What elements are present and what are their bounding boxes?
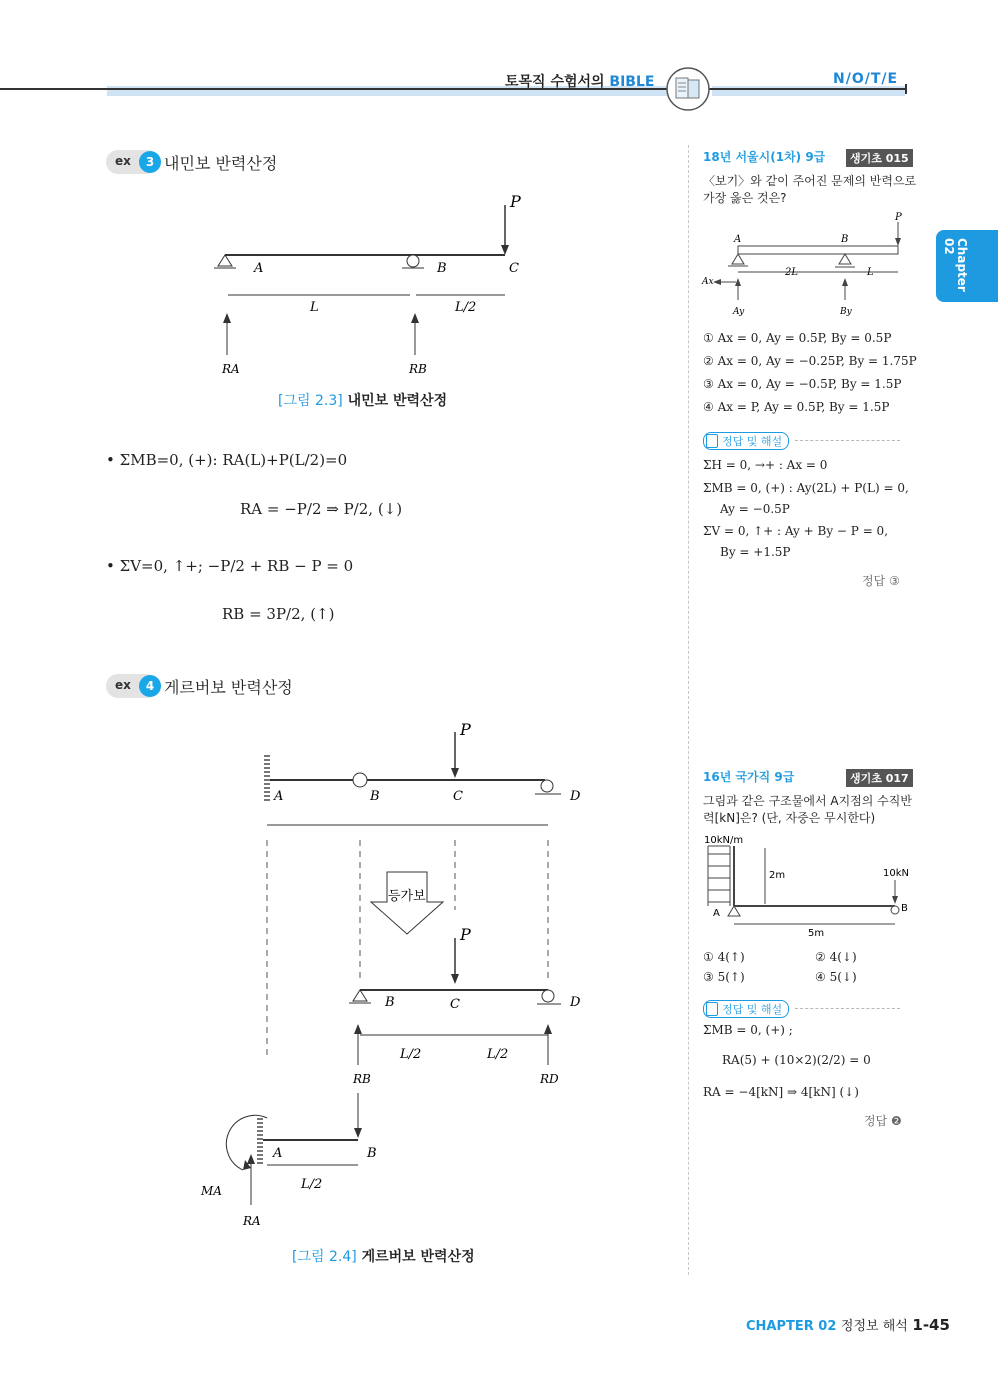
q1-answer: 정답 ③ [862,574,900,588]
footer-section: 정정보 해석 [840,1319,908,1334]
chapter-tab[interactable] [936,230,998,302]
q2-roller-B [891,906,899,914]
q1-beam [738,246,898,254]
q2-option-3[interactable]: ③ 5(↑) [703,970,745,984]
ex4-A-bottom: A [273,1146,283,1161]
ex4-roller-D [541,780,553,792]
ex4-caption-num: [그림 2.4] [292,1249,357,1265]
q2-option-1[interactable]: ① 4(↑) [703,950,745,964]
q1-L: L [867,267,874,278]
q1-sol-4: ΣV = 0, ↑+ : Ay + By − P = 0, [703,524,889,538]
q1-A: A [734,234,742,245]
ex4-A-top: A [274,789,284,804]
ex4-tag: ex [115,678,131,692]
q2-text-2: 력[kN]은? (단, 자중은 무시한다) [703,811,876,825]
q2-B: B [901,903,908,914]
q2-solution-rule [795,1008,900,1009]
ex4-pin-mid-B [353,990,367,1001]
ex3-RB-label: RB [409,362,427,376]
ex3-caption [278,390,447,410]
ex4-L2-bottom: L/2 [301,1177,323,1192]
ex3-caption-text: 내민보 반력산정 [347,393,448,409]
ex3-pin-support-A [218,255,232,266]
ex3-eq4: RB = 3P/2, (↑) [222,605,335,623]
ex4-title: 게르버보 반력산정 [164,678,293,697]
ex4-D-top: D [570,789,581,804]
ex4-caption-text: 게르버보 반력산정 [361,1249,475,1265]
q2-sol-3: RA = −4[kN] ⇒ 4[kN] (↓) [703,1085,859,1099]
ex4-roller-mid-D [542,990,554,1002]
header-title-prefix: 토목직 수험서의 [505,74,610,90]
ex3-tag: ex [115,154,131,168]
q1-option-1[interactable]: ① Ax = 0, Ay = 0.5P, By = 0.5P [703,331,892,345]
q1-meta: 18년 서울시(1차) 9급 [703,150,826,164]
ex4-P-top: P [460,720,471,739]
q1-solution-tag: 정답 및 해설 [703,432,789,450]
q1-P: P [895,212,902,223]
ex4-L2-left: L/2 [400,1047,422,1062]
ex4-C-top: C [453,789,463,804]
q2-load-label: 10kN/m [704,835,744,846]
ex4-figure [195,710,615,1240]
ex4-RA-label: RA [243,1214,261,1228]
ex3-P-label: P [510,192,521,211]
q1-Ax: Ax [702,277,714,287]
q2-A: A [713,908,720,919]
q2-option-2[interactable]: ② 4(↓) [815,950,857,964]
ex4-C-mid: C [450,997,460,1012]
q1-roller-B [839,254,851,264]
header-rule [0,88,905,90]
q2-pin-A [728,906,740,916]
chapter-tab-label: Chapter [955,238,969,292]
ex4-L2-right: L/2 [487,1047,509,1062]
q1-sol-5: By = +1.5P [720,545,791,559]
q2-solution-tag: 정답 및 해설 [703,1000,789,1018]
q2-sol-2: RA(5) + (10×2)(2/2) = 0 [722,1053,871,1067]
ex3-eq3: • ΣV=0, ↑+; −P/2 + RB − P = 0 [106,557,354,575]
q1-sol-2: ΣMB = 0, (+) : Ay(2L) + P(L) = 0, [703,481,909,495]
q1-text-1: 〈보기〉와 같이 주어진 문제의 반력으로 [703,174,917,188]
q1-solution-rule [795,440,900,441]
ex3-RA-label: RA [222,362,240,376]
q1-B: B [841,234,849,245]
ex3-A-label: A [254,261,264,276]
header-title [505,71,654,91]
ex3-L-label: L [310,300,319,315]
header-end-tick [905,84,907,94]
q1-badge: 생기초 015 [846,149,913,167]
q2-answer: 정답 ❷ [864,1114,902,1128]
footer [746,1315,950,1334]
header-note: N/O/T/E [833,71,899,87]
q1-option-4[interactable]: ④ Ax = P, Ay = 0.5P, By = 1.5P [703,400,890,414]
ex4-number: 4 [139,675,161,697]
ex3-roller-support-B [407,255,419,267]
chapter-tab-number: 02 [942,238,956,255]
q2-h-label: 2m [769,870,786,881]
q2-figure [700,830,915,942]
ex4-D-mid: D [570,995,581,1010]
ex3-eq1: • ΣMB=0, (+): RA(L)+P(L/2)=0 [106,451,348,469]
ex3-pill [106,150,158,174]
q1-option-3[interactable]: ③ Ax = 0, Ay = −0.5P, By = 1.5P [703,377,902,391]
q2-sol-1: ΣMB = 0, (+) ; [703,1023,793,1037]
ex4-B-mid: B [385,995,395,1010]
ex3-B-label: B [437,261,447,276]
ex3-caption-num: [그림 2.3] [278,393,343,409]
ex3-title: 내민보 반력산정 [164,154,278,173]
q1-By: By [840,307,852,317]
q2-span: 5m [808,928,825,939]
q1-sol-3: Ay = −0.5P [720,502,790,516]
ex4-pill [106,674,158,698]
q1-2L: 2L [785,267,799,278]
ex4-equiv-label: 등가보 [388,889,426,904]
header-title-brand: BIBLE [609,74,655,90]
document-icon [706,434,718,448]
ex4-P-mid: P [460,925,471,944]
q2-badge: 생기초 017 [846,769,913,787]
ex3-eq2: RA = −P/2 ⇒ P/2, (↓) [240,500,403,518]
ex4-caption [292,1246,475,1266]
q1-figure [700,210,910,325]
footer-chapter: CHAPTER 02 [746,1319,837,1334]
q1-pin-A [732,254,744,264]
ex4-RB-label: RB [353,1072,371,1086]
ex3-C-label: C [509,261,519,276]
ex3-number: 3 [139,151,161,173]
ex4-RD-label: RD [540,1072,559,1086]
footer-page: 1-45 [912,1316,950,1334]
book-logo-icon [663,66,713,112]
ex4-hinge-B [353,773,367,787]
column-divider [688,145,689,1275]
ex3-L2-label: L/2 [455,300,477,315]
q1-text-2: 가장 옳은 것은? [703,191,787,205]
q2-meta: 16년 국가직 9급 [703,770,795,784]
q2-option-4[interactable]: ④ 5(↓) [815,970,857,984]
ex4-B-bottom: B [367,1146,377,1161]
q2-text-1: 그림과 같은 구조물에서 A지점의 수직반 [703,794,912,808]
document-icon [706,1002,718,1016]
q1-option-2[interactable]: ② Ax = 0, Ay = −0.25P, By = 1.75P [703,354,917,368]
ex4-MA-label: MA [201,1184,222,1198]
q1-sol-1: ΣH = 0, →+ : Ax = 0 [703,458,828,472]
q1-Ay: Ay [733,307,745,317]
ex3-figure [200,185,540,380]
q2-P: 10kN [883,868,909,879]
ex4-B-top: B [370,789,380,804]
